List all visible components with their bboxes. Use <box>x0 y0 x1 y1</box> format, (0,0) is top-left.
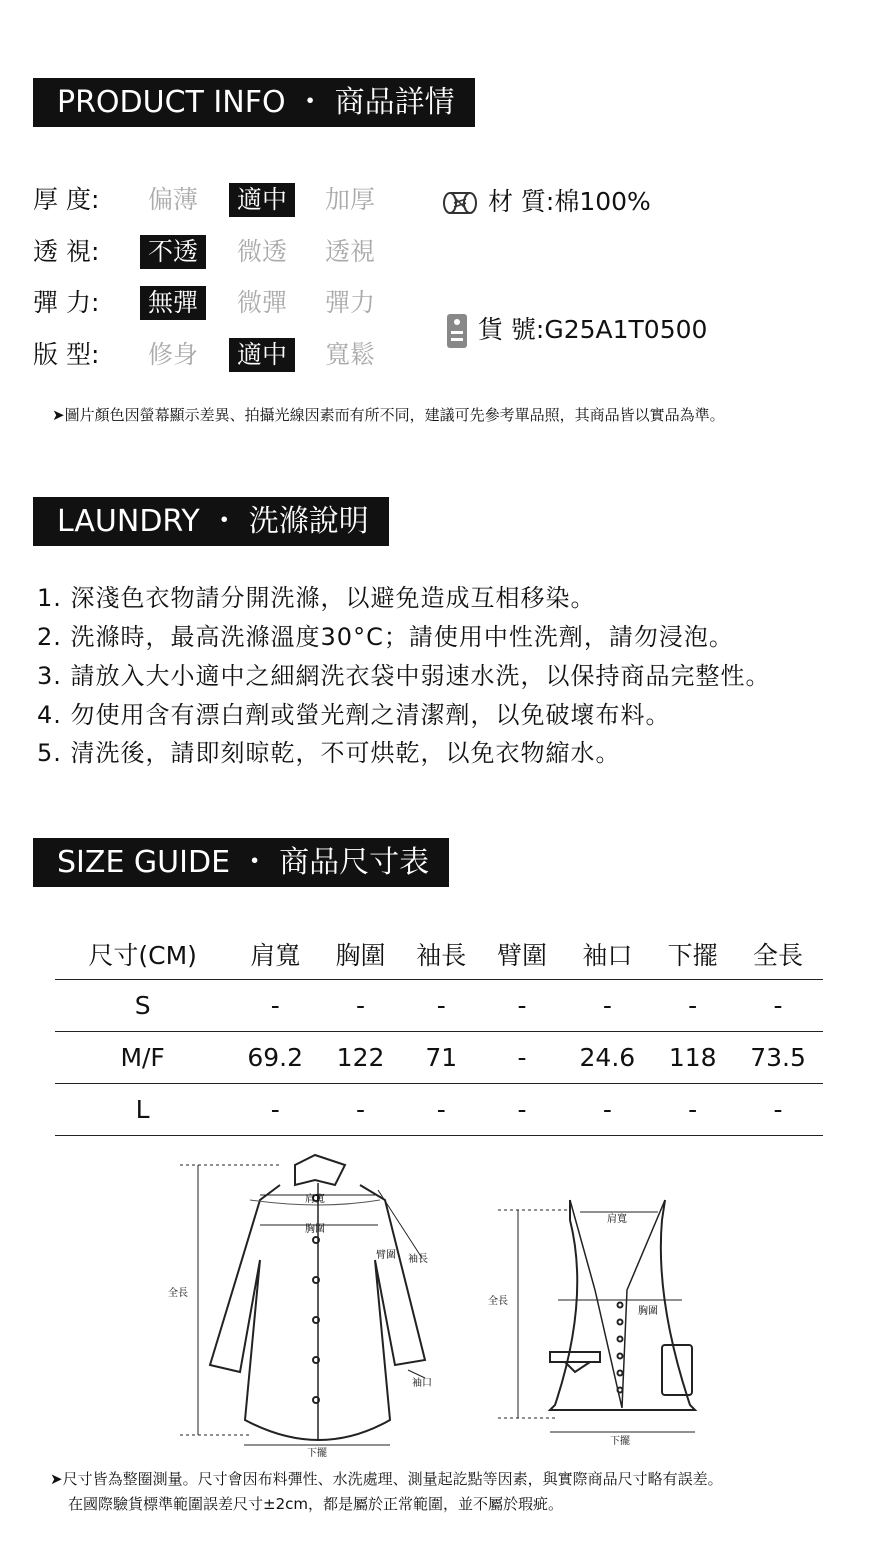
size-value-cell: - <box>436 991 446 1020</box>
size-value-cell: - <box>270 1095 280 1124</box>
vest-diagram <box>550 1200 695 1410</box>
size-value-cell: - <box>270 991 280 1020</box>
size-column-header: 胸圍 <box>335 940 386 970</box>
shirt-sleeve-label: 袖長 <box>408 1254 428 1265</box>
laundry-item: 4. 勿使用含有漂白劑或螢光劑之清潔劑，以免破壞布料。 <box>37 701 671 729</box>
size-column-header: 袖長 <box>416 940 467 970</box>
size-column-header: 下擺 <box>667 940 718 970</box>
product-info-header: PRODUCT INFO ・ 商品詳情 <box>33 78 475 127</box>
attribute-option: 彈力 <box>325 288 376 317</box>
attribute-option-selected: 適中 <box>229 183 295 217</box>
laundry-item: 5. 清洗後，請即刻晾乾，不可烘乾，以免衣物縮水。 <box>37 739 621 767</box>
product-info-note: ➤圖片顏色因螢幕顯示差異、拍攝光線因素而有所不同，建議可先參考單品照，其商品皆以實品為準。 <box>52 406 725 424</box>
shirt-arm-label: 臂圍 <box>376 1250 396 1261</box>
size-column-header: 肩寬 <box>250 940 301 970</box>
shirt-shoulder-label: 肩寬 <box>305 1194 325 1205</box>
attribute-option-selected: 不透 <box>140 235 206 269</box>
attribute-option: 修身 <box>148 340 199 369</box>
attribute-label: 版 型: <box>33 340 100 369</box>
size-value-cell: - <box>356 1095 366 1124</box>
table-row <box>55 1032 823 1084</box>
size-value-cell: 71 <box>425 1043 458 1072</box>
material-info: 材 質:棉100% <box>440 182 651 219</box>
size-label-cell: S <box>134 991 151 1020</box>
size-label-cell: M/F <box>120 1043 165 1072</box>
size-value-cell: - <box>688 1095 698 1124</box>
garment-measurement-diagram <box>150 1150 710 1470</box>
size-column-header: 全長 <box>753 940 804 970</box>
vest-shoulder-label: 肩寬 <box>607 1214 627 1225</box>
table-row <box>55 980 823 1032</box>
size-column-header: 臂圍 <box>497 940 548 970</box>
size-value-cell: 24.6 <box>579 1043 636 1072</box>
size-label-cell: L <box>135 1095 150 1124</box>
size-value-cell: - <box>602 1095 612 1124</box>
size-guide-header: SIZE GUIDE ・ 商品尺寸表 <box>33 838 449 887</box>
vest-length-label: 全長 <box>488 1296 508 1307</box>
thread-spool-icon <box>440 187 480 219</box>
size-value-cell: - <box>602 991 612 1020</box>
size-note-1: ➤尺寸皆為整圈測量。尺寸會因布料彈性、水洗處理、測量起訖點等因素，與實際商品尺寸略有誤差。 <box>50 1470 723 1488</box>
item-number-info: 貨 號:G25A1T0500 <box>444 310 707 351</box>
vest-chest-label: 胸圍 <box>638 1306 658 1317</box>
size-value-cell: - <box>773 991 783 1020</box>
attribute-label: 厚 度: <box>33 185 100 214</box>
vest-dimension-lines <box>498 1210 695 1432</box>
size-value-cell: 69.2 <box>247 1043 304 1072</box>
size-value-cell: - <box>517 991 527 1020</box>
size-value-cell: 73.5 <box>750 1043 806 1072</box>
size-note-2: 在國際驗貨標準範圍誤差尺寸±2cm，都是屬於正常範圍，並不屬於瑕疵。 <box>68 1495 563 1513</box>
size-column-header: 尺寸(CM) <box>88 940 197 970</box>
shirt-hem-label: 下擺 <box>307 1448 327 1459</box>
size-table <box>55 928 823 1136</box>
vest-hem-label: 下擺 <box>610 1436 630 1447</box>
attribute-option: 加厚 <box>325 185 376 214</box>
size-value-cell: 122 <box>336 1043 385 1072</box>
laundry-item: 3. 請放入大小適中之細網洗衣袋中弱速水洗，以保持商品完整性。 <box>37 662 771 690</box>
laundry-item: 1. 深淺色衣物請分開洗滌，以避免造成互相移染。 <box>37 584 596 612</box>
size-value-cell: - <box>436 1095 446 1124</box>
size-value-cell: - <box>688 991 698 1020</box>
size-table-header-row <box>55 928 823 980</box>
attribute-option-selected: 適中 <box>229 338 295 372</box>
table-row <box>55 1084 823 1136</box>
tag-icon <box>444 311 470 351</box>
attribute-option-selected: 無彈 <box>140 286 206 320</box>
attribute-option: 透視 <box>325 237 376 266</box>
size-column-header: 袖口 <box>582 940 633 970</box>
size-value-cell: - <box>356 991 366 1020</box>
attribute-option: 微彈 <box>237 288 288 317</box>
attribute-option: 偏薄 <box>148 185 199 214</box>
size-value-cell: - <box>517 1095 527 1124</box>
size-value-cell: - <box>517 1043 527 1072</box>
laundry-item: 2. 洗滌時，最高洗滌溫度30°C；請使用中性洗劑，請勿浸泡。 <box>37 623 734 651</box>
attribute-label: 彈 力: <box>33 288 100 317</box>
laundry-header: LAUNDRY ・ 洗滌說明 <box>33 497 389 546</box>
size-value-cell: - <box>773 1095 783 1124</box>
attribute-option: 寬鬆 <box>325 340 376 369</box>
size-value-cell: 118 <box>668 1043 717 1072</box>
attribute-option: 微透 <box>237 237 288 266</box>
shirt-chest-label: 胸圍 <box>305 1224 325 1235</box>
attribute-label: 透 視: <box>33 237 100 266</box>
shirt-length-label: 全長 <box>168 1288 188 1299</box>
shirt-cuff-label: 袖口 <box>412 1378 432 1389</box>
